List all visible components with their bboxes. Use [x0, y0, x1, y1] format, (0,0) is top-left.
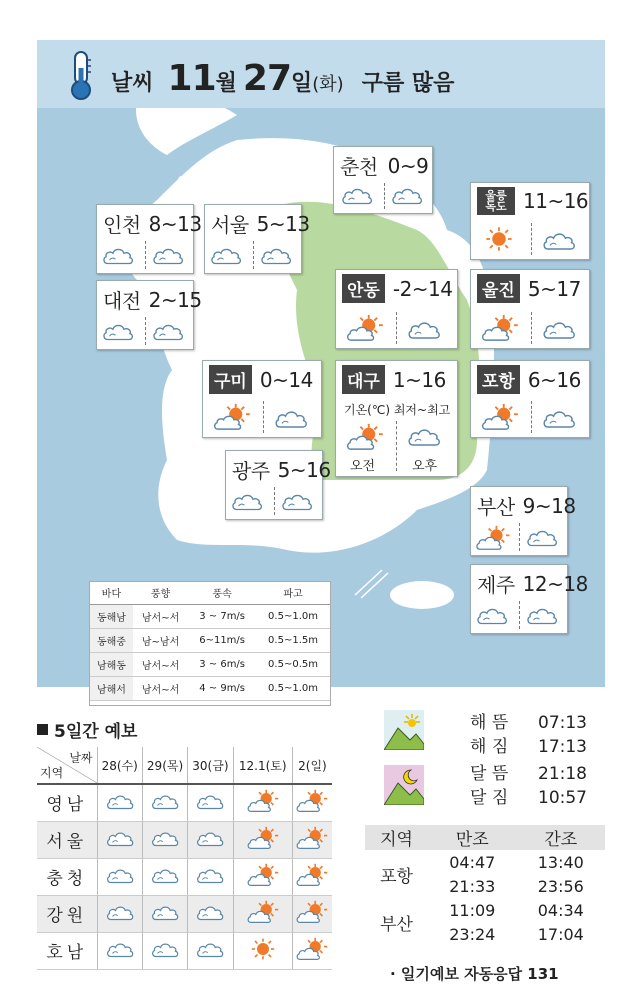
sea-cell: 남서~서 [133, 652, 188, 676]
forecast-day: 2(일) [292, 747, 332, 784]
forecast-region: 충청 [37, 858, 97, 895]
tide-header: 간조 [517, 825, 605, 850]
island-dot [228, 521, 236, 529]
temp-range: 0~14 [259, 367, 313, 392]
forecast-region: 강원 [37, 895, 97, 932]
city-card-pohang [470, 360, 590, 438]
sun-cloud-icon [247, 826, 279, 850]
sunmoon-time: 17:13 [538, 737, 587, 757]
sun-cloud-icon [346, 423, 384, 451]
sea-row [90, 628, 330, 652]
cloud-icon [209, 243, 243, 267]
city-name: 광주 [232, 459, 270, 483]
cloud-icon [195, 865, 225, 885]
city-card-jeju [470, 564, 588, 634]
sun-cloud-icon [296, 900, 328, 924]
sea-conditions-table [89, 581, 331, 706]
sea-row [90, 604, 330, 628]
city-name: 구미 [209, 365, 252, 394]
am-label: 오전 [350, 459, 376, 474]
sea-cell: 동해중 [90, 628, 133, 652]
cloud-icon [525, 603, 559, 627]
forecast-corner [37, 747, 97, 784]
sea-header: 풍속 [188, 582, 256, 604]
cloud-icon [195, 791, 225, 811]
forecast-day: 28(수) [97, 747, 142, 784]
cloud-icon [150, 828, 180, 848]
sea-cell: 남해서 [90, 676, 133, 700]
tide-high: 04:47 [449, 852, 496, 872]
sea-cell: 4 ~ 9m/s [188, 676, 256, 700]
city-name: 제주 [477, 573, 515, 597]
tide-low: 13:40 [537, 852, 584, 872]
sea-cell: 0.5~1.5m [256, 628, 330, 652]
forecast-day: 29(목) [142, 747, 187, 784]
cloud-icon [541, 227, 577, 253]
forecast-title [37, 717, 137, 742]
tide-region: 부산 [380, 914, 413, 935]
tide-header: 만조 [428, 825, 516, 850]
temp-range: 0~9 [387, 153, 429, 178]
temp-range: 5~16 [277, 457, 331, 482]
cloud-icon [105, 865, 135, 885]
sun-cloud-icon [296, 863, 328, 887]
sunmoon-label: 해 짐 [470, 737, 509, 757]
sea-row [90, 652, 330, 676]
city-card-gwangju [225, 450, 331, 520]
sun-moon-row [470, 732, 587, 757]
tide-row [365, 850, 605, 874]
city-card-ulleung [470, 182, 590, 260]
sea-cell: 3 ~ 6m/s [188, 652, 256, 676]
cloud-icon [101, 243, 135, 267]
banner-month-unit: 월 [215, 71, 237, 96]
corner-region-label: 지역 [40, 766, 64, 780]
cloud-icon [101, 319, 135, 343]
cloud-icon [259, 243, 293, 267]
sea-cell: 0.5~1.0m [256, 604, 330, 628]
cloud-icon [150, 902, 180, 922]
banner-dow: (화) [312, 74, 344, 95]
cloud-icon [105, 939, 135, 959]
cloud-icon [105, 902, 135, 922]
sun-cloud-icon [481, 314, 519, 342]
temp-range: 12~18 [522, 571, 588, 596]
square-bullet-icon [37, 724, 48, 735]
tide-low: 23:56 [537, 876, 584, 896]
city-card-andong [335, 269, 458, 349]
sun-cloud-icon [247, 863, 279, 887]
city-name: 서울 [211, 213, 249, 237]
tide-row [365, 898, 605, 922]
footer-hotline: · 일기예보 자동응답 131 [390, 965, 559, 983]
temp-range: -2~14 [392, 276, 453, 301]
cloud-icon [150, 791, 180, 811]
tide-region: 포항 [380, 866, 413, 887]
cloud-icon [105, 791, 135, 811]
sea-cell: 남서~서 [133, 604, 188, 628]
sea-header: 바다 [90, 582, 133, 604]
city-name: 대구 [342, 365, 385, 394]
tide-low: 17:04 [537, 924, 584, 944]
city-name: 부산 [477, 495, 515, 519]
pm-label: 오후 [412, 459, 438, 474]
cloud-icon [150, 939, 180, 959]
sun-cloud-icon [346, 314, 384, 342]
sunmoon-label: 해 뜸 [470, 713, 509, 733]
cloud-icon [195, 939, 225, 959]
banner-title [111, 58, 454, 99]
sunmoon-label: 달 뜸 [470, 764, 509, 784]
banner-day: 27 [242, 58, 291, 99]
cloud-icon [273, 405, 309, 431]
tide-high: 21:33 [449, 876, 496, 896]
city-card-daegu [335, 360, 458, 477]
cloud-icon [280, 489, 314, 513]
tide-high: 11:09 [449, 900, 496, 920]
sea-cell: 남해동 [90, 652, 133, 676]
forecast-row [37, 895, 332, 932]
temp-range: 5~17 [527, 276, 581, 301]
banner-label: 날씨 [111, 71, 154, 96]
corner-date-label: 날짜 [69, 751, 93, 765]
city-name: 울릉 독도 [477, 187, 515, 215]
sea-cell: 남서~서 [133, 676, 188, 700]
temp-range: 5~13 [256, 211, 310, 236]
sun-moon-row [470, 708, 587, 733]
city-card-gumi [202, 360, 322, 438]
sea-cell: 0.5~1.0m [256, 676, 330, 700]
cloud-icon [406, 423, 442, 449]
weather-map [37, 40, 605, 696]
sun-cloud-icon [296, 937, 328, 961]
forecast-region: 영남 [37, 784, 97, 821]
sea-cell: 3 ~ 7m/s [188, 604, 256, 628]
temp-range: 8~13 [148, 211, 202, 236]
city-name: 춘천 [340, 155, 378, 179]
tide-low: 04:34 [537, 900, 584, 920]
sun-cloud-icon [481, 403, 519, 431]
tide-table [365, 825, 605, 946]
forecast-region: 호남 [37, 932, 97, 969]
temp-legend: 기온(℃) 최저~최고 [344, 403, 451, 417]
sunrise-mountain-icon [384, 710, 424, 750]
forecast-row [37, 932, 332, 969]
temp-range: 1~16 [392, 367, 446, 392]
city-card-daejeon [96, 280, 202, 350]
cloud-icon [105, 828, 135, 848]
thermometer-icon [67, 50, 95, 100]
sea-header: 파고 [256, 582, 330, 604]
island-dot [192, 505, 202, 515]
cloud-icon [340, 183, 374, 207]
sea-cell: 남~남서 [133, 628, 188, 652]
cloud-icon [406, 316, 442, 342]
city-card-uljin [470, 269, 590, 349]
tide-header: 지역 [365, 825, 428, 850]
sun-cloud-icon [213, 403, 251, 431]
banner-day-unit: 일 [291, 71, 313, 96]
cloud-icon [150, 865, 180, 885]
cloud-icon [390, 183, 424, 207]
sun-cloud-icon [296, 789, 328, 813]
sun-cloud-icon [247, 789, 279, 813]
city-name: 울진 [477, 274, 520, 303]
sea-header: 풍향 [133, 582, 188, 604]
tide-high: 23:24 [449, 924, 496, 944]
forecast-day: 12.1(토) [233, 747, 292, 784]
city-name: 대전 [103, 289, 141, 313]
forecast-title-text: 5일간 예보 [54, 722, 138, 742]
sea-cell: 0.5~0.5m [256, 652, 330, 676]
temp-range: 6~16 [527, 367, 581, 392]
sea-cell: 6~11m/s [188, 628, 256, 652]
banner-condition: 구름 많음 [361, 71, 455, 96]
cloud-icon [151, 319, 185, 343]
sea-cell: 동해남 [90, 604, 133, 628]
city-card-seoul [204, 204, 310, 274]
sea-row [90, 676, 330, 700]
cloud-icon [230, 489, 264, 513]
title-banner [37, 40, 605, 108]
sun-moon-row [470, 759, 587, 784]
temp-range: 2~15 [148, 287, 202, 312]
city-card-incheon [96, 204, 202, 274]
banner-month: 11 [167, 58, 216, 99]
city-name: 인천 [103, 213, 141, 237]
cloud-icon [151, 243, 185, 267]
forecast-row [37, 784, 332, 821]
sun-cloud-icon [296, 826, 328, 850]
sunmoon-time: 07:13 [538, 713, 587, 733]
forecast-region: 서울 [37, 821, 97, 858]
island-dot [178, 176, 186, 184]
forecast-table [37, 747, 332, 970]
forecast-day: 30(금) [188, 747, 233, 784]
temp-range: 9~18 [522, 493, 576, 518]
temp-range: 11~16 [523, 189, 589, 213]
sun-icon [481, 225, 517, 253]
city-card-busan [470, 486, 576, 556]
cloud-icon [541, 316, 577, 342]
sun-icon [247, 937, 279, 961]
city-name: 안동 [342, 274, 385, 303]
city-name: 포항 [477, 365, 520, 394]
city-card-chuncheon [333, 146, 433, 214]
cloud-icon [195, 828, 225, 848]
moonrise-mountain-icon [384, 765, 424, 805]
cloud-icon [541, 405, 577, 431]
sun-moon-row [470, 783, 587, 808]
sunmoon-label: 달 짐 [470, 788, 509, 808]
cloud-icon [525, 525, 559, 549]
jeju-island [390, 581, 454, 609]
cloud-icon [195, 902, 225, 922]
sunmoon-time: 21:18 [538, 764, 587, 784]
sunmoon-time: 10:57 [538, 788, 587, 808]
sun-cloud-icon [475, 525, 511, 551]
forecast-row [37, 821, 332, 858]
sun-cloud-icon [247, 900, 279, 924]
forecast-row [37, 858, 332, 895]
cloud-icon [475, 603, 509, 627]
